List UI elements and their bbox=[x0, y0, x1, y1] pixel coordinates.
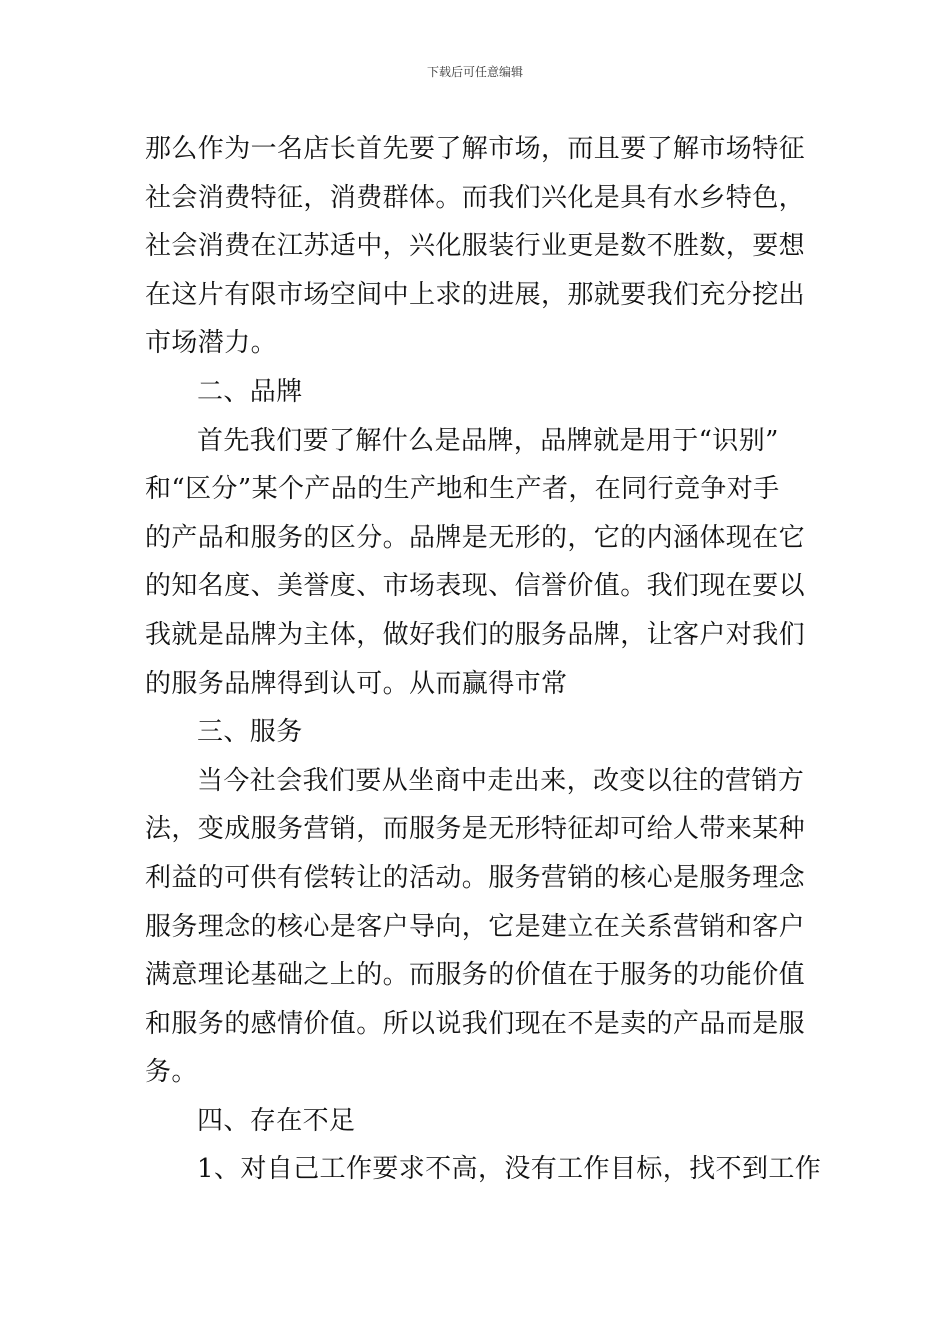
text-line: 和服务的感情价值。所以说我们现在不是卖的产品而是服 bbox=[145, 1008, 806, 1039]
section-heading: 三、服务 bbox=[197, 717, 303, 748]
text-line: 社会消费特征，消费群体。而我们兴化是具有水乡特色， bbox=[145, 182, 806, 213]
text-line: 的产品和服务的区分。品牌是无形的，它的内涵体现在它 bbox=[145, 522, 806, 553]
text-line: 服务理念的核心是客户导向，它是建立在关系营销和客户 bbox=[145, 911, 806, 942]
text-line: 首先我们要了解什么是品牌，品牌就是用于“识别” bbox=[197, 425, 779, 456]
text-line: 法，变成服务营销，而服务是无形特征却可给人带来某种 bbox=[145, 814, 806, 845]
text-line: 利益的可供有偿转让的活动。服务营销的核心是服务理念 bbox=[145, 862, 806, 893]
text-line: 在这片有限市场空间中上求的进展，那就要我们充分挖出 bbox=[145, 279, 806, 310]
text-line: 那么作为一名店长首先要了解市场，而且要了解市场特征 bbox=[145, 134, 806, 164]
text-line: 我就是品牌为主体，做好我们的服务品牌，让客户对我们 bbox=[145, 619, 806, 650]
text-line: 社会消费在江苏适中，兴化服装行业更是数不胜数，要想 bbox=[145, 231, 806, 262]
text-line: 市场潜力。 bbox=[145, 328, 278, 359]
text-line: 的服务品牌得到认可。从而赢得市常 bbox=[145, 668, 568, 699]
text-line: 当今社会我们要从坐商中走出来，改变以往的营销方 bbox=[197, 765, 805, 796]
page-header: 下载后可任意编辑 bbox=[426, 65, 523, 79]
section-heading: 四、存在不足 bbox=[197, 1105, 356, 1136]
text-line: 务。 bbox=[145, 1057, 198, 1088]
text-line: 1、对自己工作要求不高，没有工作目标，找不到工作 bbox=[197, 1154, 822, 1185]
document-body bbox=[145, 125, 822, 1194]
section-heading: 二、品牌 bbox=[197, 376, 303, 407]
text-line: 满意理论基础之上的。而服务的价值在于服务的功能价值 bbox=[145, 960, 806, 991]
text-line: 和“区分”某个产品的生产地和生产者，在同行竞争对手 bbox=[145, 474, 780, 505]
text-line: 的知名度、美誉度、市场表现、信誉价值。我们现在要以 bbox=[145, 571, 806, 602]
